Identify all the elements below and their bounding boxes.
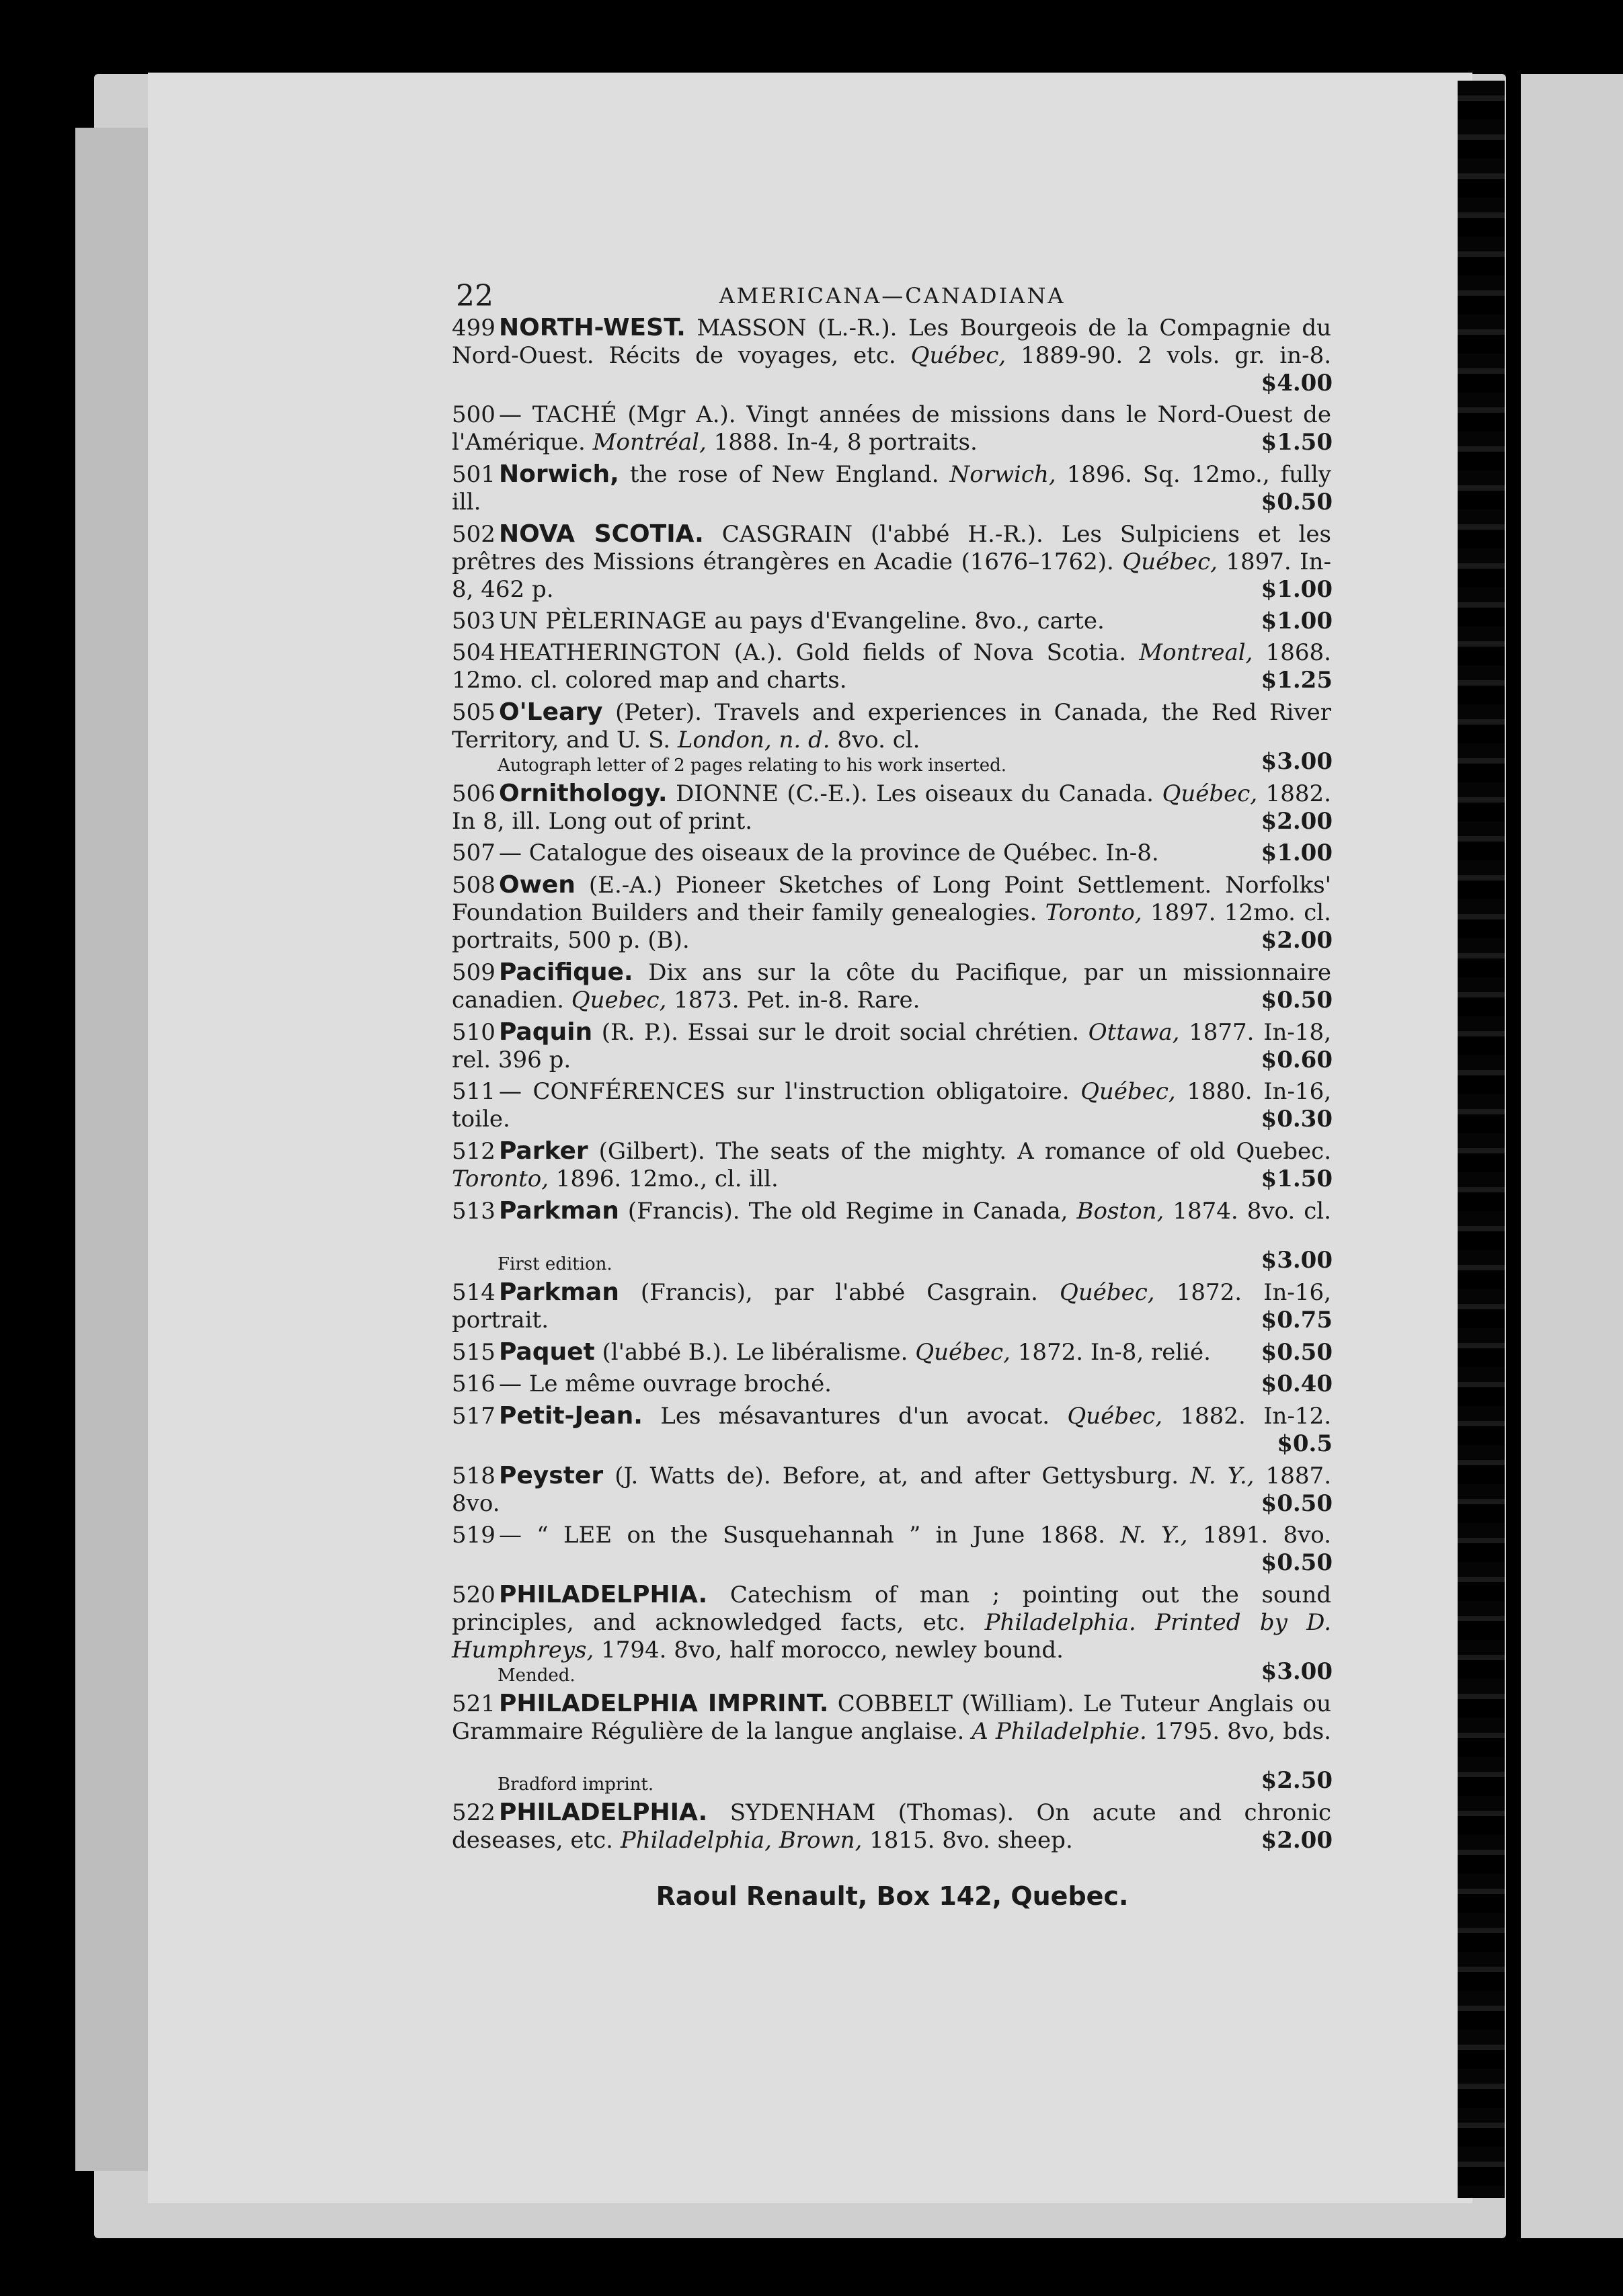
entry-price: $1.50: [1261, 429, 1333, 456]
catalog-entry: [452, 1137, 1333, 1193]
catalog-entry: [452, 958, 1333, 1014]
catalog-entry: [452, 639, 1333, 694]
entry-price: $0.40: [1261, 1370, 1333, 1397]
catalog-entry: [452, 1690, 1333, 1795]
catalog-entry: [452, 1799, 1333, 1854]
entry-imprint: Montréal,: [592, 429, 707, 456]
entry-price: $0.50: [1261, 1339, 1333, 1366]
catalog-page: [452, 272, 1333, 1911]
entry-note: Autograph letter of 2 pages relating to his work inserted.: [498, 755, 1007, 776]
entry-imprint: Toronto,: [1045, 899, 1142, 926]
entry-number: 508: [452, 872, 496, 899]
entry-keyword: PHILADELPHIA.: [499, 1799, 708, 1826]
paper-stack-edge: [75, 128, 151, 2171]
entry-details: 1880. In-16, toile.: [452, 1078, 1332, 1133]
entry-description: Dix ans sur la côte du Pacifique, par un missionnaire canadien.: [452, 959, 1331, 1014]
catalog-entry: [452, 1581, 1333, 1686]
entry-description: HEATHERINGTON (A.). Gold fields of Nova Scotia.: [499, 639, 1140, 666]
entry-number: 503: [452, 608, 496, 634]
entry-details: 1889-90. 2 vols. gr. in-8.: [1006, 342, 1332, 369]
entry-number: 499: [452, 315, 496, 341]
entry-description: — TACHÉ (Mgr A.). Vingt années de missions dans le Nord-Ouest de l'Amérique.: [452, 401, 1331, 456]
entry-keyword: Parkman: [499, 1278, 619, 1306]
entry-price: $1.00: [1261, 839, 1333, 866]
entry-number: 518: [452, 1463, 496, 1489]
torn-page-edge: [1458, 81, 1505, 2198]
entry-description: (l'abbé B.). Le libéralisme.: [602, 1339, 916, 1366]
catalog-entry: [452, 608, 1333, 635]
entry-keyword: NOVA SCOTIA.: [499, 520, 704, 548]
entry-description: MASSON (L.-R.). Les Bourgeois de la Compagnie du Nord-Ouest. Récits de voyages, etc.: [452, 315, 1332, 369]
entry-imprint: Quebec,: [571, 987, 667, 1014]
catalog-entry: [452, 1338, 1333, 1366]
entry-description: Catechism of man ; pointing out the sound principles, and acknowledged facts, etc.: [452, 1582, 1331, 1636]
entry-price: $0.30: [1261, 1106, 1333, 1133]
entry-details: 1872. In-16, portrait.: [452, 1279, 1331, 1334]
entry-details: 1896. Sq. 12mo., fully ill.: [452, 461, 1331, 516]
running-title: AMERICANA—CANADIANA: [719, 283, 1066, 309]
catalog-entry: [452, 1197, 1333, 1274]
catalog-entry: [452, 1078, 1333, 1133]
entry-number: 513: [452, 1198, 496, 1225]
entry-details: 1887. 8vo.: [452, 1463, 1331, 1517]
entry-description: (Francis), par l'abbé Casgrain.: [640, 1279, 1060, 1306]
catalog-entry: [452, 1278, 1333, 1334]
entry-keyword: Owen: [499, 871, 576, 899]
catalog-entry: [452, 1370, 1333, 1398]
entry-details: 1795. 8vo, bds.: [1146, 1718, 1331, 1745]
entry-number: 506: [452, 780, 496, 807]
entry-keyword: PHILADELPHIA.: [499, 1581, 708, 1608]
entry-description: — Catalogue des oiseaux de la province de Québec. In-8.: [499, 839, 1159, 866]
entry-imprint: Boston,: [1076, 1198, 1164, 1225]
entry-price: $2.00: [1261, 808, 1333, 835]
entry-details: 1794. 8vo, half morocco, newley bound.: [594, 1637, 1064, 1664]
publisher-footer: Raoul Renault, Box 142, Quebec.: [656, 1881, 1129, 1911]
catalog-entry: [452, 1462, 1333, 1518]
entry-description: DIONNE (C.-E.). Les oiseaux du Canada.: [676, 780, 1162, 807]
entry-details: 1882. In 8, ill. Long out of print.: [452, 780, 1331, 835]
entry-keyword: Norwich,: [499, 460, 619, 488]
entry-price: $0.5: [1277, 1430, 1333, 1457]
entry-details: 1815. 8vo. sheep.: [862, 1827, 1073, 1854]
entry-number: 502: [452, 521, 496, 548]
entry-number: 510: [452, 1019, 496, 1046]
entry-price: $2.00: [1261, 927, 1333, 954]
entry-imprint: Philadelphia, Brown,: [620, 1827, 863, 1854]
entry-price: $1.50: [1261, 1165, 1333, 1192]
entry-number: 501: [452, 461, 496, 488]
entry-imprint: Québec,: [1080, 1078, 1176, 1105]
entry-number: 509: [452, 959, 496, 986]
entry-imprint: Montreal,: [1139, 639, 1253, 666]
catalog-entry: [452, 1522, 1333, 1577]
entry-description: (J. Watts de). Before, at, and after Gettysburg.: [615, 1463, 1191, 1489]
catalog-entry: [452, 698, 1333, 776]
entry-keyword: PHILADELPHIA IMPRINT.: [499, 1690, 829, 1717]
entry-price: $4.00: [1261, 370, 1333, 397]
entry-price: $0.50: [1261, 1490, 1333, 1517]
catalog-entry: [452, 401, 1333, 456]
entry-description: Les mésavantures d'un avocat.: [660, 1403, 1068, 1430]
catalog-entry: [452, 839, 1333, 867]
entry-imprint: Québec,: [1122, 548, 1218, 575]
entry-number: 505: [452, 699, 496, 726]
entry-details: 1897. In-8, 462 p.: [452, 548, 1331, 603]
entry-details: 8vo. cl.: [830, 727, 920, 753]
entry-imprint: Québec,: [1059, 1279, 1155, 1306]
entry-price: $3.00: [1261, 748, 1333, 775]
entry-details: 1897. 12mo. cl. portraits, 500 p. (B).: [452, 899, 1331, 954]
entry-details: 1868. 12mo. cl. colored map and charts.: [452, 639, 1331, 694]
entry-description: (Francis). The old Regime in Canada,: [627, 1198, 1077, 1225]
entry-description: — CONFÉRENCES sur l'instruction obligatoire.: [499, 1078, 1081, 1105]
entry-list: [452, 314, 1333, 1854]
entry-details: 1891. 8vo.: [1187, 1522, 1331, 1549]
entry-imprint: Toronto,: [452, 1165, 549, 1192]
entry-imprint: Norwich,: [949, 461, 1056, 488]
entry-keyword: Parker: [499, 1137, 588, 1165]
entry-number: 521: [452, 1690, 496, 1717]
adjacent-page: [1521, 74, 1623, 2238]
entry-description: (Gilbert). The seats of the mighty. A romance of old Quebec.: [598, 1138, 1331, 1165]
entry-number: 517: [452, 1403, 496, 1430]
catalog-entry: [452, 871, 1333, 954]
catalog-entry: [452, 780, 1333, 835]
entry-details: 1888. In-4, 8 portraits.: [706, 429, 978, 456]
entry-details: 1882. In-12.: [1162, 1403, 1332, 1430]
entry-note: First edition.: [498, 1254, 612, 1274]
entry-keyword: Peyster: [499, 1462, 604, 1489]
entry-keyword: Parkman: [499, 1197, 619, 1225]
entry-keyword: Paquin: [499, 1018, 593, 1046]
entry-imprint: Québec,: [1162, 780, 1258, 807]
entry-price: $1.00: [1261, 608, 1333, 634]
entry-number: 514: [452, 1279, 496, 1306]
entry-price: $3.00: [1261, 1658, 1333, 1685]
catalog-entry: [452, 314, 1333, 397]
entry-description: COBBELT (William). Le Tuteur Anglais ou Grammaire Régulière de la langue anglaise.: [452, 1690, 1331, 1745]
entry-description: (E.-A.) Pioneer Sketches of Long Point Settlement. Norfolks' Foundation Builders and their family genealogies.: [452, 872, 1331, 926]
catalog-entry: [452, 1402, 1333, 1458]
entry-description: — “ LEE on the Susquehannah ” in June 1868.: [499, 1522, 1121, 1549]
entry-keyword: Pacifique.: [499, 958, 633, 986]
entry-description: (Peter). Travels and experiences in Canada, the Red River Territory, and U. S.: [452, 699, 1332, 753]
entry-number: 515: [452, 1339, 496, 1366]
entry-number: 522: [452, 1799, 496, 1826]
entry-price: $0.50: [1261, 987, 1333, 1014]
entry-imprint: N. Y.,: [1120, 1522, 1188, 1549]
entry-price: $1.00: [1261, 576, 1333, 603]
entry-imprint: Philadelphia. Printed by D. Humphreys,: [452, 1609, 1332, 1664]
entry-details: 1874. 8vo. cl.: [1164, 1198, 1331, 1225]
entry-imprint: A Philadelphie.: [972, 1718, 1147, 1745]
entry-price: $0.60: [1261, 1047, 1333, 1073]
catalog-entry: [452, 520, 1333, 604]
entry-description: the rose of New England.: [629, 461, 950, 488]
entry-details: 1877. In-18, rel. 396 p.: [452, 1019, 1331, 1073]
entry-number: 500: [452, 401, 496, 428]
entry-details: 1873. Pet. in-8. Rare.: [666, 987, 920, 1014]
entry-description: UN PÈLERINAGE au pays d'Evangeline. 8vo., carte.: [499, 608, 1105, 634]
entry-note: Mended.: [498, 1666, 576, 1686]
entry-price: $1.25: [1261, 667, 1333, 694]
entry-price: $0.50: [1261, 489, 1333, 516]
entry-details: 1896. 12mo., cl. ill.: [549, 1165, 779, 1192]
entry-description: (R. P.). Essai sur le droit social chrétien.: [601, 1019, 1088, 1046]
entry-imprint: Québec,: [915, 1339, 1011, 1366]
entry-keyword: Ornithology.: [499, 780, 668, 807]
entry-price: $0.75: [1261, 1307, 1333, 1334]
entry-number: 512: [452, 1138, 496, 1165]
entry-description: CASGRAIN (l'abbé H.-R.). Les Sulpiciens et les prêtres des Missions étrangères en Acadie (1676–1762).: [452, 521, 1331, 575]
entry-price: $3.00: [1261, 1247, 1333, 1274]
entry-imprint: Québec,: [1067, 1403, 1163, 1430]
entry-price: $0.50: [1261, 1549, 1333, 1576]
entry-description: SYDENHAM (Thomas). On acute and chronic deseases, etc.: [452, 1799, 1332, 1854]
entry-number: 519: [452, 1522, 496, 1549]
entry-imprint: Ottawa,: [1088, 1019, 1180, 1046]
entry-number: 511: [452, 1078, 496, 1105]
catalog-entry: [452, 1018, 1333, 1074]
entry-keyword: Paquet: [499, 1338, 595, 1366]
catalog-entry: [452, 460, 1333, 516]
entry-imprint: London, n. d.: [677, 727, 830, 753]
entry-imprint: Québec,: [910, 342, 1006, 369]
entry-note: Bradford imprint.: [498, 1774, 654, 1795]
entry-details: 1872. In-8, relié.: [1010, 1339, 1211, 1366]
page-header: [452, 272, 1333, 314]
entry-keyword: O'Leary: [499, 698, 603, 726]
page-number: 22: [456, 279, 493, 313]
entry-description: — Le même ouvrage broché.: [499, 1370, 832, 1397]
entry-number: 507: [452, 839, 496, 866]
entry-imprint: N. Y.,: [1190, 1463, 1255, 1489]
entry-keyword: NORTH-WEST.: [499, 314, 686, 341]
entry-number: 516: [452, 1370, 496, 1397]
entry-number: 504: [452, 639, 496, 666]
entry-keyword: Petit-Jean.: [499, 1402, 643, 1430]
entry-price: $2.50: [1261, 1767, 1333, 1794]
entry-number: 520: [452, 1582, 496, 1608]
entry-price: $2.00: [1261, 1827, 1333, 1854]
